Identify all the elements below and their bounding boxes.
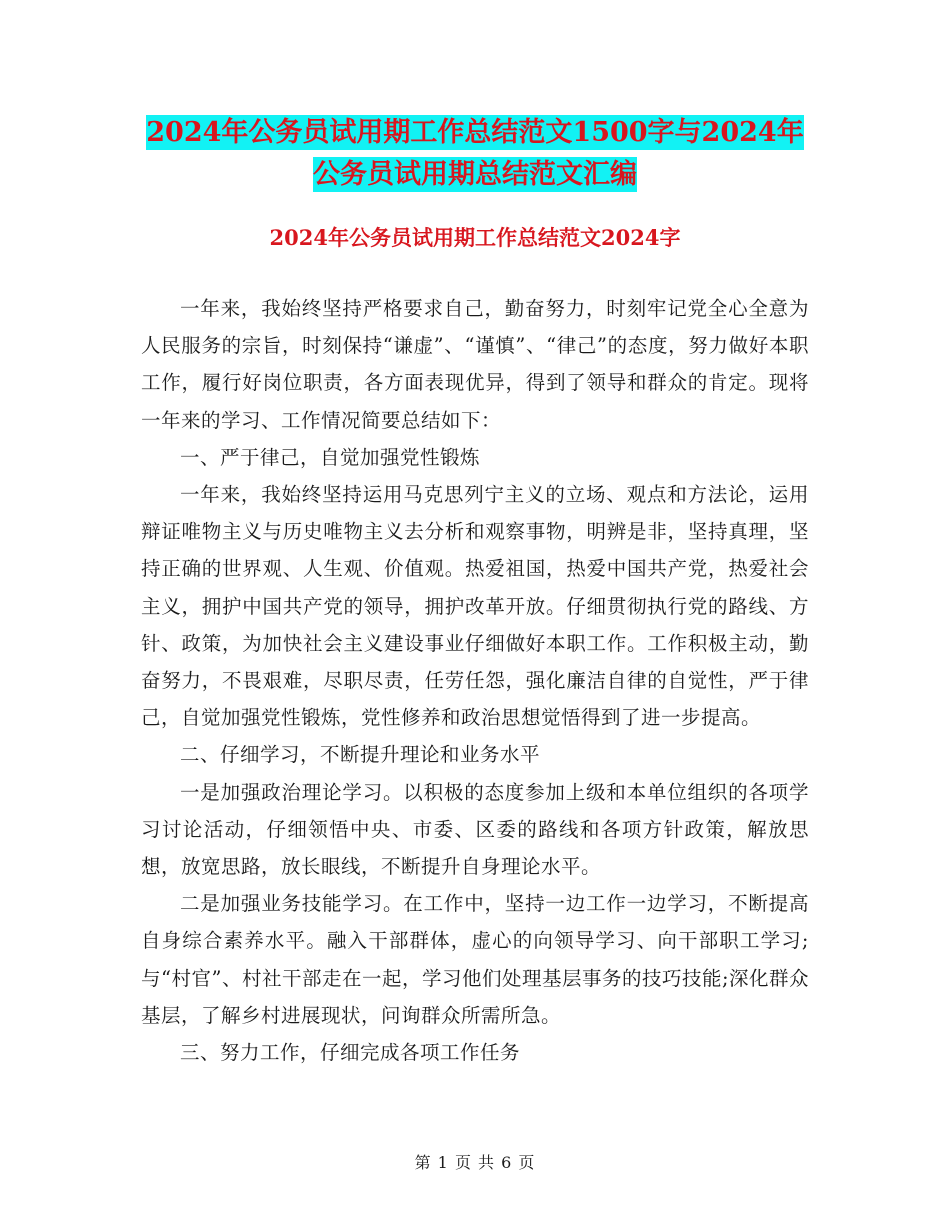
heading-section-2: 二、仔细学习，不断提升理论和业务水平 [180, 743, 541, 767]
section-title: 2024年公务员试用期工作总结范文2024字 [269, 225, 681, 250]
paragraph-political-study: 一是加强政治理论学习。以积极的态度参加上级和本单位组织的各项学习讨论活动，仔细领悟中央、市委、区委的路线和各项方针政策，解放思想，放宽思路，放长眼线，不断提升自身理论水平。 [141, 780, 809, 879]
paragraph-skill-study: 二是加强业务技能学习。在工作中，坚持一边工作一边学习，不断提高自身综合素养水平。融入干部群体，虚心的向领导学习、向干部职工学习;与“村官”、村社干部走在一起，学习他们处理基层事务的技巧技能;深化群众基层，了解乡村进展现状，问询群众所需所急。 [141, 892, 810, 1027]
paragraph-section-1: 一年来，我始终坚持运用马克思列宁主义的立场、观点和方法论，运用辩证唯物主义与历史唯物主义去分析和观察事物，明辨是非，坚持真理，坚持正确的世界观、人生观、价值观。热爱祖国，热爱中国共产党，热爱社会主义，拥护中国共产党的领导，拥护改革开放。仔细贯彻执行党的路线、方针、政策，为加快社会主义建设事业仔细做好本职工作。工作积极主动，勤奋努力，不畏艰难，尽职尽责，任劳任怨，强化廉洁自律的自觉性，严于律己，自觉加强党性锻炼，党性修养和政治思想觉悟得到了进一步提高。 [141, 483, 809, 730]
title-highlight: 公务员试用期总结范文汇编 [313, 159, 637, 190]
paragraph-intro: 一年来，我始终坚持严格要求自己，勤奋努力，时刻牢记党全心全意为人民服务的宗旨，时刻保持“谦虚”、“谨慎”、“律己”的态度，努力做好本职工作，履行好岗位职责，各方面表现优异，得到了领导和群众的肯定。现将一年来的学习、工作情况简要总结如下： [141, 297, 809, 432]
title-highlight: 2024年公务员试用期工作总结范文1500字与2024年 [146, 117, 804, 148]
heading-section-1: 一、严于律己，自觉加强党性锻炼 [180, 445, 481, 469]
page-footer: 第 1 页 共 6 页 [414, 1153, 536, 1172]
document-title-line-2 [100, 150, 850, 200]
document-body [141, 290, 809, 1071]
heading-section-3: 三、努力工作，仔细完成各项工作任务 [180, 1041, 521, 1065]
